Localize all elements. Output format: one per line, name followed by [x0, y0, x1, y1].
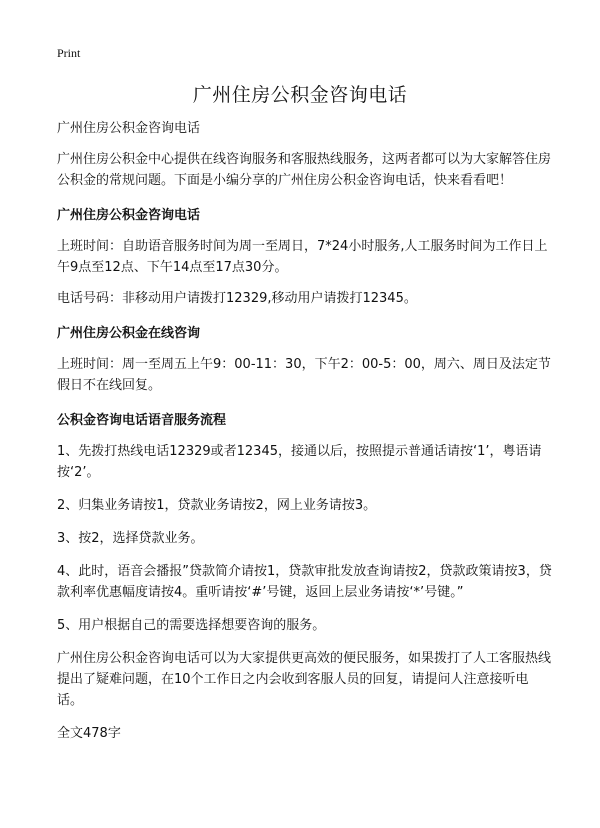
article-subtitle: 广州住房公积金咨询电话 [57, 121, 201, 136]
document-title: 广州住房公积金咨询电话 [192, 84, 408, 106]
section-heading-online: 广州住房公积金在线咨询 [57, 326, 201, 341]
article-body [57, 118, 553, 744]
voice-flow-step-4: 4、此时，语音会播报”贷款简介请按1，贷款审批发放查询请按2，贷款政策请按3，贷款利率优惠幅度请按4。重听请按‘#’号键，返回上层业务请按‘*’号键。” [57, 564, 552, 600]
online-service-hours: 上班时间：周一至周五上午9：00-11：30，下午2：00-5：00，周六、周日及法定节假日不在线回复。 [57, 357, 551, 393]
phone-numbers: 电话号码：非移动用户请拨打12329,移动用户请拨打12345。 [57, 291, 417, 306]
closing-paragraph: 广州住房公积金咨询电话可以为大家提供更高效的便民服务，如果拨打了人工客服热线提出了疑难问题，在10个工作日之内会收到客服人员的回复，请提问人注意接听电话。 [57, 651, 552, 708]
voice-flow-step-5: 5、用户根据自己的需要选择想要咨询的服务。 [57, 618, 326, 633]
phone-service-hours: 上班时间：自助语音服务时间为周一至周日，7*24小时服务,人工服务时间为工作日上午9点至12点、下午14点至17点30分。 [57, 239, 548, 275]
section-heading-voice-flow: 公积金咨询电话语音服务流程 [57, 413, 227, 428]
section-heading-phone: 广州住房公积金咨询电话 [57, 208, 201, 223]
print-link[interactable]: Print [57, 46, 81, 60]
intro-paragraph: 广州住房公积金中心提供在线咨询服务和客服热线服务，这两者都可以为大家解答住房公积金的常规问题。下面是小编分享的广州住房公积金咨询电话，快来看看吧！ [57, 152, 552, 188]
voice-flow-step-1: 1、先拨打热线电话12329或者12345，接通以后，按照提示普通话请按‘1’，粤语请按‘2’。 [57, 444, 542, 480]
word-count: 全文478字 [57, 726, 121, 741]
voice-flow-step-3: 3、按2，选择贷款业务。 [57, 531, 204, 546]
voice-flow-step-2: 2、归集业务请按1，贷款业务请按2，网上业务请按3。 [57, 498, 377, 513]
